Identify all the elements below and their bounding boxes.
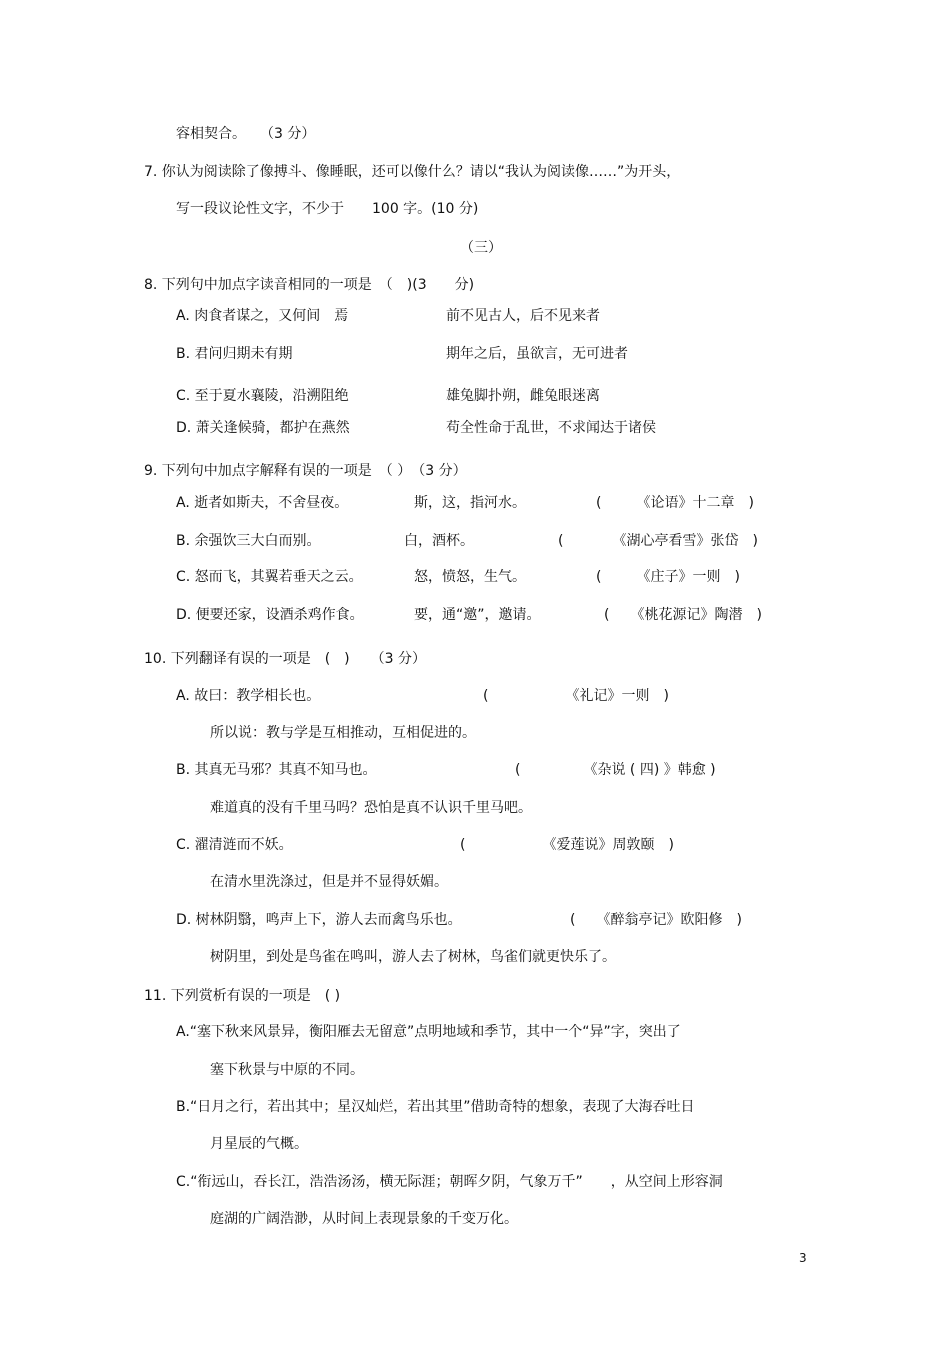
section-heading: （三） (460, 240, 502, 256)
option-a-pair: 前不见古人，后不见来者 (446, 308, 600, 324)
option-c: C. 怒而飞，其翼若垂天之云。 (176, 569, 363, 585)
question-7: 7. 你认为阅读除了像搏斗、像睡眠，还可以像什么？请以“我认为阅读像……”为开头， (144, 164, 681, 180)
option-c-source: ( 《爱莲说》周敦颐 ) (460, 837, 674, 853)
option-d-explanation: 要，通“邀”，邀请。 (414, 607, 541, 623)
text-line: 容相契合。 （3 分） (176, 126, 316, 142)
option-b-translation: 难道真的没有千里马吗？恐怕是真不认识千里马吧。 (210, 800, 532, 816)
option-b-explanation: 白，酒杯。 (404, 533, 474, 549)
option-d-pair: 苟全性命于乱世，不求闻达于诸侯 (446, 420, 656, 436)
option-c-source: ( 《庄子》一则 ) (596, 569, 740, 585)
option-c: C.“衔远山，吞长江，浩浩汤汤，横无际涯；朝晖夕阴，气象万千” ，从空间上形容洞 (176, 1174, 723, 1190)
option-d: D. 便要还家，设酒杀鸡作食。 (176, 607, 364, 623)
option-a: A. 逝者如斯夫，不舍昼夜。 (176, 495, 349, 511)
option-a: A. 肉食者谋之，又何间 焉 (176, 308, 349, 324)
option-b-pair: 期年之后，虽欲言，无可进者 (446, 346, 628, 362)
option-c: C. 至于夏水襄陵，沿溯阻绝 (176, 388, 349, 404)
option-a-explanation: 斯，这，指河水。 (414, 495, 526, 511)
option-d-source: ( 《桃花源记》陶潜 ) (604, 607, 762, 623)
option-b: B. 余强饮三大白而别。 (176, 533, 321, 549)
option-c-explanation: 怒，愤怒，生气。 (414, 569, 526, 585)
option-a-source: ( 《论语》十二章 ) (596, 495, 754, 511)
option-d: D. 树林阴翳，鸣声上下，游人去而禽鸟乐也。 (176, 912, 462, 928)
option-a-source: ( 《礼记》一则 ) (483, 688, 669, 704)
option-c-cont: 庭湖的广阔浩渺，从时间上表现景象的千变万化。 (210, 1211, 518, 1227)
option-b: B. 君问归期未有期 (176, 346, 293, 362)
option-a: A. 故曰：教学相长也。 (176, 688, 321, 704)
option-d: D. 萧关逢候骑，都护在燕然 (176, 420, 350, 436)
option-a-cont: 塞下秋景与中原的不同。 (210, 1062, 364, 1078)
option-c: C. 濯清涟而不妖。 (176, 837, 293, 853)
option-c-pair: 雄兔脚扑朔，雌兔眼迷离 (446, 388, 600, 404)
option-a: A.“塞下秋来风景异，衡阳雁去无留意”点明地域和季节，其中一个“异”字，突出了 (176, 1024, 681, 1040)
text-line: 写一段议论性文字，不少于 100 字。(10 分) (176, 201, 479, 217)
option-a-translation: 所以说：教与学是互相推动，互相促进的。 (210, 725, 476, 741)
option-b-source: ( 《杂说 ( 四) 》韩愈 ) (515, 762, 716, 778)
option-d-translation: 树阴里，到处是鸟雀在鸣叫，游人去了树林，鸟雀们就更快乐了。 (210, 949, 616, 965)
option-b-source: ( 《湖心亭看雪》张岱 ) (558, 533, 758, 549)
question-10: 10. 下列翻译有误的一项是 ( ) （3 分） (144, 651, 426, 667)
page-number: 3 (799, 1251, 807, 1265)
option-b-cont: 月星辰的气概。 (210, 1136, 308, 1152)
question-11: 11. 下列赏析有误的一项是 ( ) (144, 988, 341, 1004)
option-b: B. 其真无马邪？其真不知马也。 (176, 762, 377, 778)
question-8: 8. 下列句中加点字读音相同的一项是 （ )(3 分) (144, 277, 475, 293)
option-b: B.“日月之行，若出其中；星汉灿烂，若出其里”借助奇特的想象，表现了大海吞吐日 (176, 1099, 695, 1115)
option-d-source: ( 《醉翁亭记》欧阳修 ) (570, 912, 742, 928)
option-c-translation: 在清水里洗涤过，但是并不显得妖媚。 (210, 874, 448, 890)
question-9: 9. 下列句中加点字解释有误的一项是 （ ） （3 分） (144, 463, 467, 479)
